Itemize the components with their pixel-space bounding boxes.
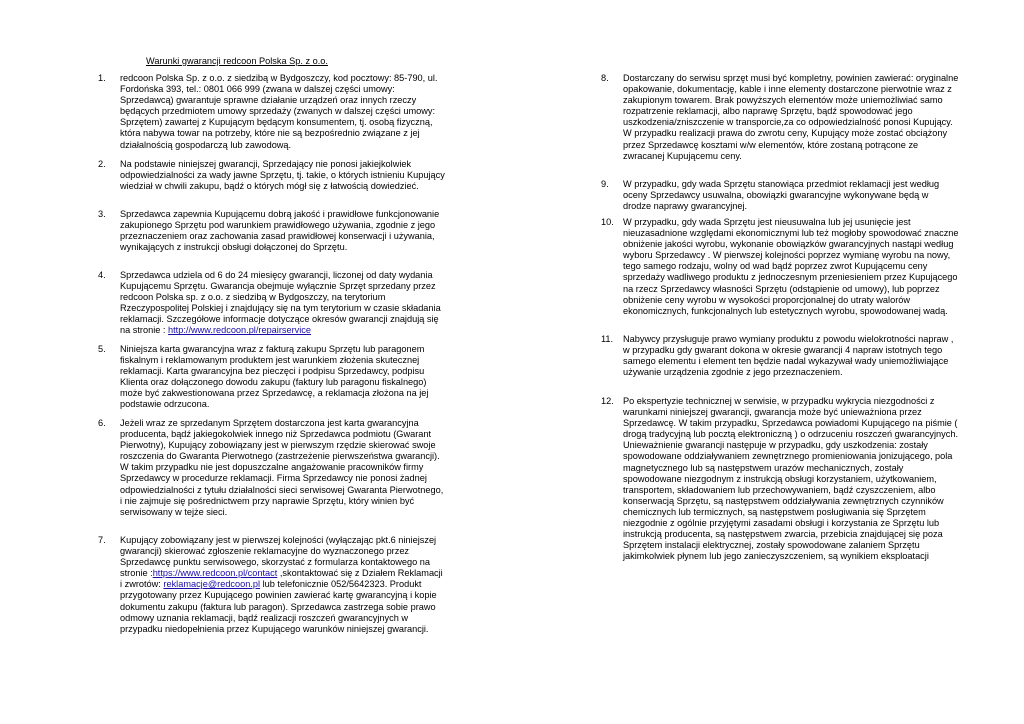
item-text	[120, 535, 445, 635]
item-text: Nabywcy przysługuje prawo wymiany produktu z powodu wielokrotności napraw , w przypadku gdy gwarant dokona w okresie gwarancji 4 napraw istotnych tego samego elementu i element ten będzie nadal wykazywał wady uniemożliwiające używanie urządzenia zgodnie z jego przeznaczeniem.	[623, 334, 954, 378]
item-text: Po ekspertyzie technicznej w serwisie, w przypadku wykrycia niezgodności z warunkami niniejszej gwarancji, gwarancja może być unieważniona przez Sprzedawcę. W takim przypadku, Sprzedawca powiadomi Kupującego na piśmie ( drogą tradycyjną lub pocztą elektroniczną ) o odrzuceniu roszczeń gwarancyjnych. Unieważnienie gwarancji następuje w przypadku, gdy uszkodzenia: zostały spowodowane oddziaływaniem zewnętrznego promieniowania jonizującego, pola magnetycznego lub są następstwem urazów mechanicznych, zostały spowodowane niezgodnym z instrukcją obsługi korzystaniem, użytkowaniem, transportem, składowaniem lub przechowywaniem, bądź czyszczeniem, albo konserwacją Sprzętu, są następstwem oddziaływania zewnętrznych czynników chemicznych lub termicznych, są następstwem posługiwania się Sprzętem niezgodnie z ogólnie przyjętymi zasadami obsługi i korzystania ze Sprzętu lub instrukcją producenta, są następstwem zwarcia, przebicia znajdującej się poza Sprzętem instalacji elektrycznej, zostały spowodowane zalaniem Sprzętu jakimkolwiek płynem lub jego zanieczyszczeniem, są wynikiem eksploatacji	[623, 396, 959, 562]
item-text: Jeżeli wraz ze sprzedanym Sprzętem dostarczona jest karta gwarancyjna producenta, bądź jakiegokolwiek innego niż Sprzedawca podmiotu (Gwarant Pierwotny), Kupujący zobowiązany jest w pierwszym rzędzie skierować swoje roszczenia do Gwaranta Pierwotnego (zastrzeżenie pierwszeństwa gwarancji). W takim przypadku nie jest dopuszczalne angażowanie pracowników firmy Sprzedawcy w procedurze reklamacji. Firma Sprzedawcy nie ponosi żadnej odpowiedzialności z tytułu działalności sieci serwisowej Gwaranta Pierwotnego, i nie zajmuje się pośrednictwem przy naprawie Sprzętu, który winien być serwisowany w tejże sieci.	[120, 418, 444, 517]
item-number: 3.	[98, 209, 106, 219]
item-number: 2.	[98, 159, 106, 169]
item-text: W przypadku, gdy wada Sprzętu stanowiąca przedmiot reklamacji jest według oceny Sprzedawcy usuwalna, obowiązki gwarancyjne wykonywane będą w drodze naprawy gwarancyjnej.	[623, 179, 940, 212]
item-number: 1.	[98, 73, 106, 83]
item-number: 11.	[601, 334, 614, 344]
document-title: Warunki gwarancji redcoon Polska Sp. z o.o.	[146, 56, 328, 66]
item-text: redcoon Polska Sp. z o.o. z siedzibą w Bydgoszczy, kod pocztowy: 85-790, ul. Fordońska 393, tel.: 0801 066 999 (zwana w dalszej części umowy: Sprzedawcą) gwarantuje sprawne działanie urządzeń oraz innych rzeczy będących przedmiotem umowy sprzedaży (zwanych w dalszej części umowy: Sprzętem) zawartej z Kupującym będącym konsumentem, tj. osobą fizyczną, która nabywa towar na potrzeby, które nie są bezpośrednio związane z jej działalnością gospodarczą lub zawodową.	[120, 73, 438, 150]
item-number: 7.	[98, 535, 106, 545]
item-text-part-c: lub telefonicznie 052/5642323. Produkt przygotowany przez Kupującego powinien zawierać kartę gwarancyjną i kopie dokumentu zakupu (faktura lub paragon). Sprzedawca zastrzega sobie prawo odmowy uznania reklamacji, bądź realizacji roszczeń gwarancyjnych w przypadku niedopełnienia przez Kupującego warunków niniejszej gwarancji.	[120, 579, 437, 634]
item-text: Sprzedawca zapewnia Kupującemu dobrą jakość i prawidłowe funkcjonowanie zakupionego Sprzętu pod warunkiem prawidłowego używania, zgodnie z jego przeznaczeniem oraz zachowania zasad prawidłowej konserwacji i używania, wynikających z instrukcji obsługi dołączonej do Sprzętu.	[120, 209, 440, 253]
item-number: 12.	[601, 396, 614, 406]
item-text: W przypadku, gdy wada Sprzętu jest nieusuwalna lub jej usunięcie jest nieuzasadnione względami ekonomicznymi lub też mogłoby spowodować znaczne obniżenie jakości wyrobu, wykonanie obowiązków gwarancyjnych nastąpi według wyboru Sprzedawcy . W pierwszej kolejności poprzez wymianę wyrobu na nowy, tego samego rodzaju, wolny od wad bądź poprzez zwrot Kupującemu ceny sprzedaży wadliwego produktu z jednoczesnym przeniesieniem przez Kupującego na rzecz Sprzedawcy własności Sprzętu (odstąpienie od umowy), lub poprzez obniżenie ceny wyrobu w wysokości proporcjonalnej do utraty walorów ekonomicznych, funkcjonalnych lub estetycznych wyrobu, spowodowanej wadą.	[623, 217, 959, 316]
contact-form-link[interactable]: https://www.redcoon.pl/contact	[152, 568, 278, 579]
item-text-body: Sprzedawca udziela od 6 do 24 miesięcy gwarancji, liczonej od daty wydania Kupującemu Sprzętu. Gwarancja obejmuje wyłącznie Sprzęt sprzedany przez redcoon Polska sp. z o.o. z siedzibą w Bydgoszczy, na terytorium Rzeczypospolitej Polskiej i znajdujący się na tym terytorium w czasie składania reklamacji. Szczegółowe informacje dotyczące okresów gwarancji znajdują się na stronie :	[120, 270, 441, 336]
repairservice-link[interactable]: http://www.redcoon.pl/repairservice	[168, 325, 311, 336]
item-text: Na podstawie niniejszej gwarancji, Sprzedający nie ponosi jakiejkolwiek odpowiedzialności za wady jawne Sprzętu, tj. takie, o których istnieniu Kupujący wiedział w chwili zakupu, bądź o których mógł się z łatwością dowiedzieć.	[120, 159, 445, 192]
item-number: 6.	[98, 418, 106, 428]
item-number: 10.	[601, 217, 614, 227]
reklamacje-email-link[interactable]: reklamacje@redcoon.pl	[163, 579, 261, 590]
item-number: 5.	[98, 344, 106, 354]
item-number: 4.	[98, 270, 106, 280]
item-number: 8.	[601, 73, 609, 83]
item-text-part-b: ,skontaktować się z Działem Reklamacji i zwrotów:	[120, 568, 443, 590]
item-text: Niniejsza karta gwarancyjna wraz z fakturą zakupu Sprzętu lub paragonem fiskalnym i reklamowanym produktem jest warunkiem złożenia skutecznej reklamacji. Karta gwarancyjna bez pieczęci i podpisu Sprzedawcy, podpisu Klienta oraz dołączonego dowodu zakupu (faktury lub paragonu fiskalnego) może być zakwestionowana przez Sprzedawcę, a reklamacja złożona na jej podstawie odrzucona.	[120, 344, 429, 410]
item-text: Dostarczany do serwisu sprzęt musi być kompletny, powinien zawierać: oryginalne opakowanie, dokumentację, kable i inne elementy dostarczone pierwotnie wraz z zakupionym towarem. Brak powyższych elementów może uniemożliwiać samo rozpatrzenie reklamacji, albo naprawę Sprzętu, bądź spowodować jego uszkodzenia/zniszczenie w transporcie,za co odpowiedzialność ponosi Kupujący. W przypadku realizacji prawa do zwrotu ceny, Kupujący może zostać obciążony przez Sprzedawcę kosztami w/w elementów, które zostaną potrącone ze zwracanej Kupującemu ceny.	[623, 73, 959, 161]
item-text-part-a: Kupujący zobowiązany jest w pierwszej kolejności (wyłączając pkt.6 niniejszej gwarancji) skierować zgłoszenie reklamacyjne do wyznaczonego przez Sprzedawcę punktu serwisowego, skorzystać z formularza kontaktowego na stronie :	[120, 535, 437, 579]
item-text	[120, 270, 445, 337]
item-number: 9.	[601, 179, 609, 189]
